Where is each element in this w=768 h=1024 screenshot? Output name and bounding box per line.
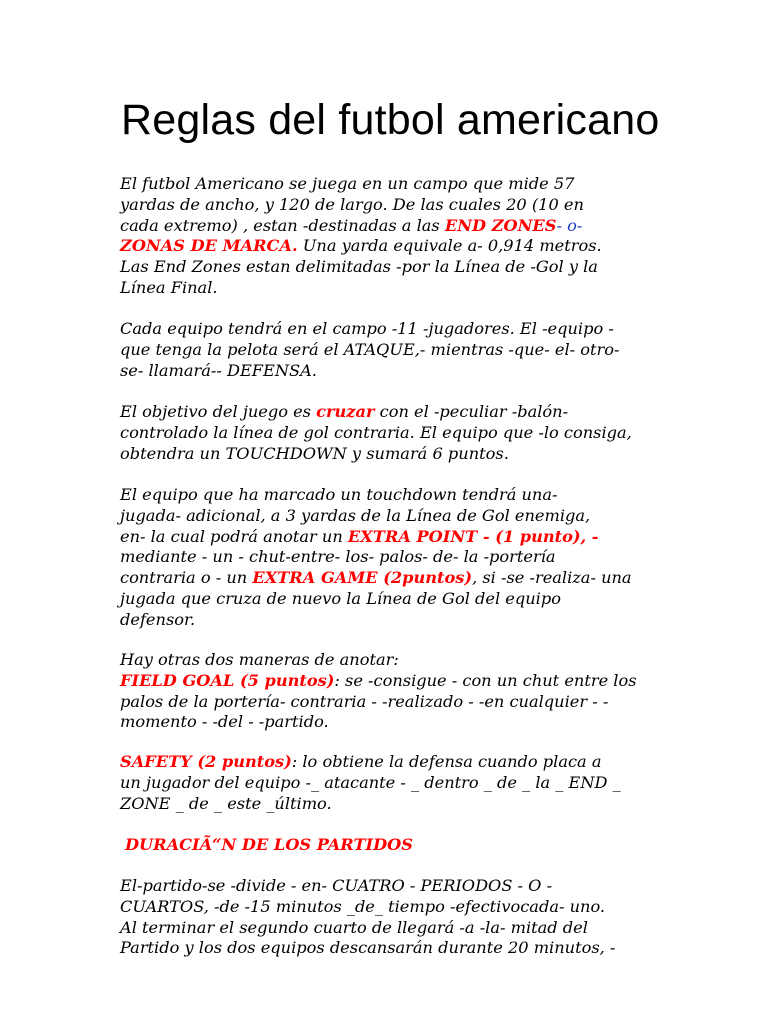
paragraph-field-description [120, 174, 660, 299]
text-line: ZONE _ de _ este _último. [120, 793, 332, 813]
text-segment: , si -se -realiza- una [472, 568, 632, 588]
text-line: obtendra un TOUCHDOWN y sumará 6 puntos. [120, 443, 509, 463]
text-line [120, 236, 660, 257]
text-line [120, 216, 660, 237]
paragraph-players [120, 319, 660, 381]
page-title: Reglas del futbol americano [121, 96, 660, 144]
highlight-safety: SAFETY (2 puntos) [120, 752, 292, 771]
text-line: Partido y los dos equipos descansarán durante 20 minutos, - [120, 938, 616, 958]
text-line: El-partido-se -divide - en- CUATRO - PERIODOS - O - [120, 876, 553, 895]
highlight-end-zones: END ZONES [444, 215, 557, 235]
text-line: Al terminar el segundo cuarto de llegará -a -la- mitad del [120, 917, 588, 937]
text-segment-blue: - o- [556, 215, 583, 235]
paragraph-field-goal [120, 650, 660, 733]
text-line: El equipo que ha marcado un touchdown tendrá una- [120, 485, 558, 504]
text-line: momento - -del - -partido. [120, 712, 329, 732]
text-line: yardas de ancho, y 120 de largo. De las cuales 20 (10 en [120, 194, 584, 214]
text-line: CUARTOS, -de -15 minutos _de_ tiempo -efectivocada- uno. [120, 896, 606, 916]
text-line [120, 568, 660, 589]
text-line: un jugador del equipo -_ atacante - _ dentro _ de _ la _ END _ [120, 772, 621, 792]
text-segment: Una yarda equivale a- 0,914 metros. [297, 236, 602, 256]
paragraph-extra-point [120, 485, 660, 631]
text-line: defensor. [120, 609, 196, 629]
text-segment: con el -peculiar -balón- [374, 402, 569, 421]
paragraph-objective [120, 402, 660, 464]
text-segment: : lo obtiene la defensa cuando placa a [291, 752, 602, 771]
text-line [120, 527, 660, 548]
text-line: jugada- adicional, a 3 yardas de la Línea de Gol enemiga, [120, 505, 591, 525]
text-line: se- llamará-- DEFENSA. [120, 360, 317, 380]
highlight-field-goal: FIELD GOAL (5 puntos) [120, 670, 335, 690]
text-line [120, 752, 660, 773]
text-segment: : se -consigue - con un chut entre los [334, 670, 637, 690]
text-line [120, 402, 660, 423]
section-heading [125, 835, 665, 856]
text-line: mediante - un - chut-entre- los- palos- de- la -portería [120, 547, 556, 567]
text-line: Hay otras dos maneras de anotar: [120, 650, 399, 669]
text-line: Línea Final. [120, 277, 218, 297]
text-line: controlado la línea de gol contraria. El equipo que -lo consiga, [120, 422, 632, 442]
text-line: El futbol Americano se juega en un campo que mide 57 [120, 174, 575, 193]
text-segment: contraria o - un [120, 568, 253, 588]
section-heading-text: DURACIÃ“N DE LOS PARTIDOS [125, 835, 413, 854]
highlight-extra-game: EXTRA GAME (2puntos) [252, 568, 473, 588]
text-segment: cada extremo) , estan -destinadas a las [120, 215, 445, 235]
highlight-extra-point: EXTRA POINT - (1 punto), - [347, 526, 599, 546]
text-line: palos de la portería- contraria - -realizado - -en cualquier - - [120, 691, 609, 711]
highlight-cruzar: cruzar [316, 402, 375, 421]
text-line: jugada que cruza de nuevo la Línea de Gol del equipo [120, 588, 561, 608]
text-line: que tenga la pelota será el ATAQUE,- mientras -que- el- otro- [120, 339, 620, 359]
text-line [120, 671, 660, 692]
highlight-zonas-de-marca: ZONAS DE MARCA. [120, 236, 298, 256]
paragraph-duration [120, 876, 660, 959]
text-segment: El objetivo del juego es [120, 402, 317, 421]
text-segment: en- la cual podrá anotar un [120, 526, 348, 546]
text-line: Cada equipo tendrá en el campo -11 -jugadores. El -equipo - [120, 319, 614, 338]
paragraph-safety [120, 752, 660, 814]
text-line: Las End Zones estan delimitadas -por la Línea de -Gol y la [120, 257, 598, 277]
